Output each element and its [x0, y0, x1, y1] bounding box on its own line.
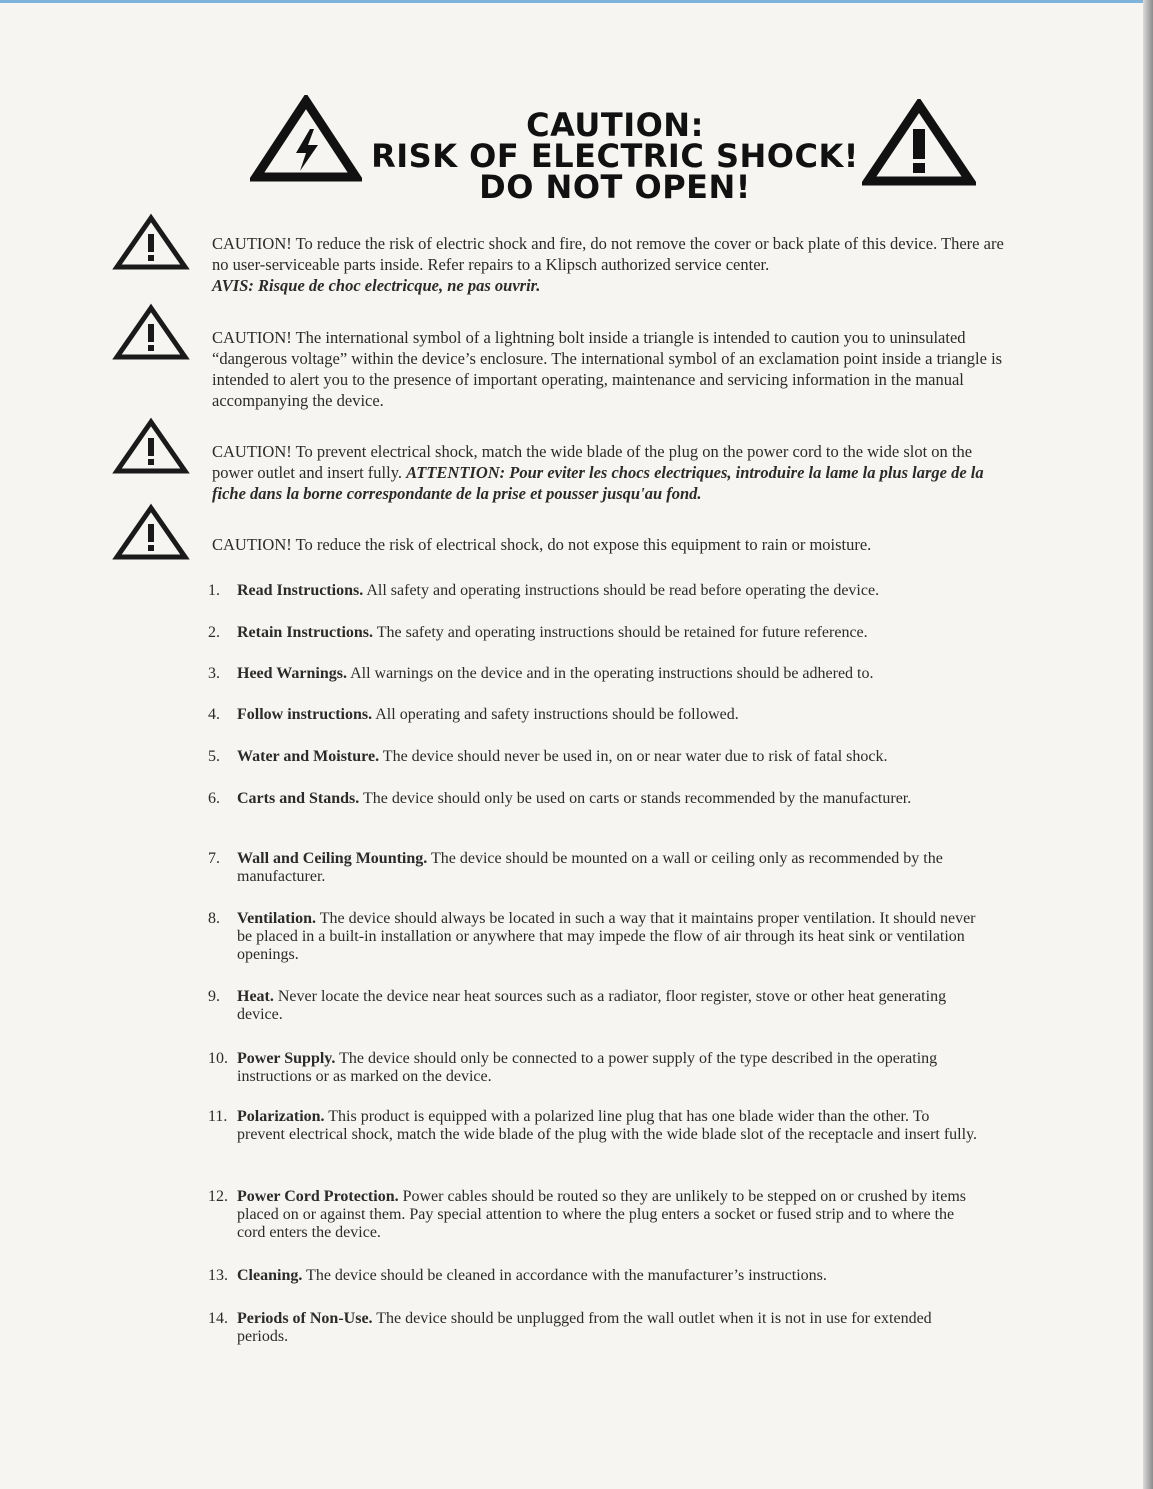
item-text: The device should never be used in, on or near water due to risk of fatal shock. [379, 748, 888, 765]
item-number: 3. [208, 665, 220, 682]
item-title: Wall and Ceiling Mounting. [237, 850, 428, 867]
caution-text: The international symbol of a lightning bolt inside a triangle is intended to caution you to uninsulated “dangerous voltage” within the device’s enclosure. The international symbol of an exclamation point inside a triangle is intended to alert you to the presence of important operating, maintenance and servicing information in the manual accompanying the device. [212, 328, 1003, 410]
item-number: 13. [208, 1267, 228, 1284]
list-item [208, 910, 978, 964]
item-title: Power Supply. [237, 1050, 336, 1067]
list-item [208, 1108, 978, 1144]
warning-triangle-icon [112, 502, 190, 562]
caution-french: ATTENTION: Pour eviter les chocs electriques, introduire la lame la plus large de la fiche dans la borne correspondante de la prise et pousser jusqu'au fond. [212, 463, 984, 503]
item-title: Follow instructions. [237, 706, 373, 723]
item-number: 5. [208, 748, 220, 765]
list-item [208, 1267, 978, 1285]
item-number: 14. [208, 1310, 228, 1327]
item-title: Heat. [237, 988, 274, 1005]
caution-header [250, 95, 980, 206]
caution-french: AVIS: Risque de choc electricque, ne pas ouvrir. [212, 276, 541, 295]
item-title: Retain Instructions. [237, 624, 374, 641]
list-item [208, 790, 978, 808]
header-line-3: DO NOT OPEN! [479, 168, 751, 206]
item-text: The device should be mounted on a wall or ceiling only as recommended by the manufacturer. [237, 850, 943, 885]
item-text: The device should always be located in such a way that it maintains proper ventilation. It should never be placed in a built-in installation or anywhere that may impede the flow of air through its heat sink or ventilation openings. [237, 910, 976, 963]
item-text: Never locate the device near heat sources such as a radiator, floor register, stove or other heat generating device. [237, 988, 947, 1023]
item-number: 4. [208, 706, 220, 723]
item-number: 2. [208, 624, 220, 641]
caution-text: To prevent electrical shock, match the wide blade of the plug on the power cord to the wide slot on the power outlet and insert fully. [212, 442, 973, 482]
item-number: 10. [208, 1050, 228, 1067]
caution-lead: CAUTION! [212, 535, 292, 554]
item-number: 11. [208, 1108, 228, 1125]
list-item [208, 988, 978, 1024]
caution-paragraph [212, 327, 1012, 411]
item-text: All safety and operating instructions should be read before operating the device. [363, 582, 880, 599]
item-title: Cleaning. [237, 1267, 303, 1284]
list-item [208, 665, 978, 683]
item-number: 7. [208, 850, 220, 867]
item-number: 9. [208, 988, 220, 1005]
list-item [208, 706, 978, 724]
item-title: Power Cord Protection. [237, 1188, 399, 1205]
page-top-edge [0, 0, 1153, 3]
caution-paragraph [212, 441, 1012, 504]
caution-text: To reduce the risk of electric shock and fire, do not remove the cover or back plate of this device. There are no user-serviceable parts inside. Refer repairs to a Klipsch authorized service center. [212, 234, 1004, 274]
item-number: 6. [208, 790, 220, 807]
item-text: The device should only be used on carts or stands recommended by the manufacturer. [359, 790, 912, 807]
caution-lead: CAUTION! [212, 328, 292, 347]
item-title: Heed Warnings. [237, 665, 347, 682]
list-item [208, 582, 978, 600]
item-text: Power cables should be routed so they are unlikely to be stepped on or crushed by items placed on or against them. Pay special attention to where the plug enters a socket or fused strip and to where the cord enters the device. [237, 1188, 967, 1241]
page-right-edge [1143, 0, 1153, 1489]
header-title [360, 106, 870, 206]
item-title: Ventilation. [237, 910, 316, 927]
item-text: The device should be unplugged from the wall outlet when it is not in use for extended periods. [237, 1310, 932, 1345]
item-text: The device should be cleaned in accordance with the manufacturer’s instructions. [302, 1267, 827, 1284]
item-title: Polarization. [237, 1108, 325, 1125]
caution-lead: CAUTION! [212, 442, 292, 461]
item-number: 1. [208, 582, 220, 599]
item-number: 8. [208, 910, 220, 927]
list-item [208, 624, 978, 642]
header-line-2: RISK OF ELECTRIC SHOCK! [371, 137, 859, 175]
list-item [208, 1188, 978, 1242]
warning-triangle-icon [112, 212, 190, 272]
caution-lead: CAUTION! [212, 234, 292, 253]
item-text: The device should only be connected to a power supply of the type described in the operating instructions or as marked on the device. [237, 1050, 938, 1085]
item-text: The safety and operating instructions should be retained for future reference. [373, 624, 868, 641]
lightning-triangle-icon [250, 95, 362, 183]
item-text: All operating and safety instructions should be followed. [372, 706, 739, 723]
list-item [208, 1310, 978, 1346]
item-title: Carts and Stands. [237, 790, 360, 807]
list-item [208, 850, 978, 886]
item-text: This product is equipped with a polarized line plug that has one blade wider than the other. To prevent electrical shock, match the wide blade of the plug with the wide blade slot of the receptacle and insert fully. [237, 1108, 978, 1143]
warning-triangle-icon [112, 416, 190, 476]
caution-text: To reduce the risk of electrical shock, do not expose this equipment to rain or moisture. [291, 535, 872, 554]
item-title: Read Instructions. [237, 582, 364, 599]
item-text: All warnings on the device and in the operating instructions should be adhered to. [346, 665, 874, 682]
header-line-1: CAUTION: [526, 106, 704, 144]
item-title: Water and Moisture. [237, 748, 380, 765]
item-number: 12. [208, 1188, 228, 1205]
item-title: Periods of Non-Use. [237, 1310, 373, 1327]
exclamation-triangle-icon [862, 99, 976, 187]
list-item [208, 748, 978, 766]
list-item [208, 1050, 978, 1086]
caution-paragraph [212, 233, 1012, 296]
warning-triangle-icon [112, 302, 190, 362]
caution-paragraph [212, 534, 1012, 555]
